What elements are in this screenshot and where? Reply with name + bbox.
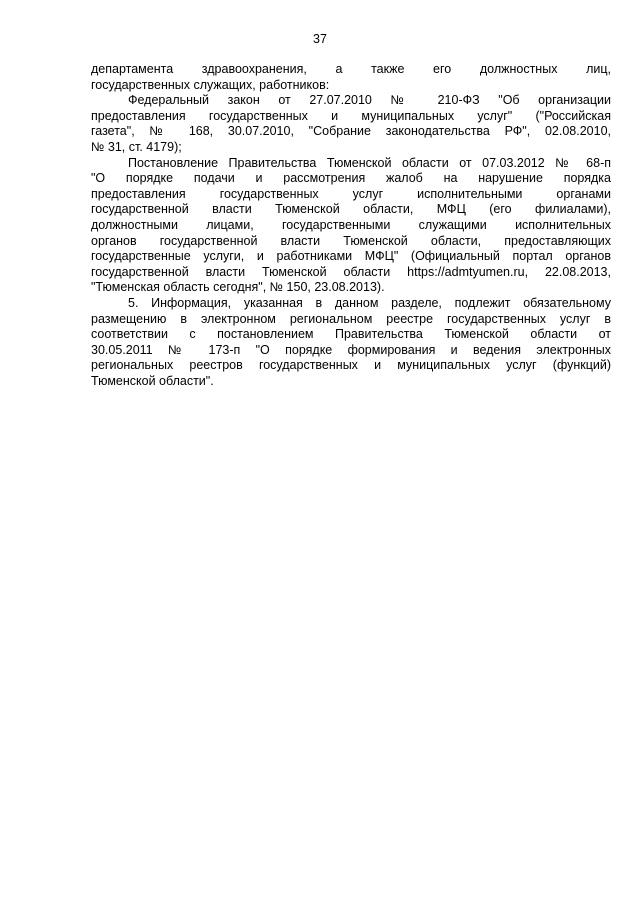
text-line: "О порядке подачи и рассмотрения жалоб на нарушение порядка xyxy=(91,171,611,186)
document-body xyxy=(91,62,611,389)
text-line: Постановление Правительства Тюменской области от 07.03.2012 № 68-п xyxy=(128,155,611,170)
text-line: газета", № 168, 30.07.2010, "Собрание законодательства РФ", 02.08.2010, xyxy=(91,124,611,139)
text-line: органов государственной власти Тюменской области, предоставляющих xyxy=(91,233,611,248)
text-line: должностными лицами, государственными служащими исполнительных xyxy=(91,217,611,232)
paragraph-item-5 xyxy=(91,296,611,390)
text-line: размещению в электронном региональном реестре государственных услуг в xyxy=(91,311,611,326)
text-line: 5. Информация, указанная в данном разделе, подлежит обязательному xyxy=(128,295,611,310)
paragraph-federal-law xyxy=(91,93,611,155)
text-line: предоставления государственных услуг исполнительными органами xyxy=(91,186,611,201)
text-line: государственной власти Тюменской области, МФЦ (его филиалами), xyxy=(91,202,611,217)
page-number: 37 xyxy=(313,32,327,46)
text-line: государственные услуги, и работниками МФЦ" (Официальный портал органов xyxy=(91,249,611,264)
text-line: "Тюменская область сегодня", № 150, 23.08.2013). xyxy=(91,280,385,295)
paragraph-continuation xyxy=(91,62,611,93)
text-line: департамента здравоохранения, а также его должностных лиц, xyxy=(91,62,611,76)
text-line: государственных служащих, работников: xyxy=(91,77,330,92)
text-line: Федеральный закон от 27.07.2010 № 210-ФЗ "Об организации xyxy=(128,93,611,108)
text-line: Тюменской области". xyxy=(91,373,214,388)
text-line: № 31, ст. 4179); xyxy=(91,139,182,154)
text-line: государственной власти Тюменской области https://admtyumen.ru, 22.08.2013, xyxy=(91,264,611,279)
text-line: соответствии с постановлением Правительства Тюменской области от xyxy=(91,327,611,342)
text-line: предоставления государственных и муниципальных услуг" ("Российская xyxy=(91,108,611,123)
text-line: региональных реестров государственных и муниципальных услуг (функций) xyxy=(91,358,611,373)
paragraph-government-resolution xyxy=(91,156,611,296)
text-line: 30.05.2011 № 173-п "О порядке формирования и ведения электронных xyxy=(91,342,611,357)
